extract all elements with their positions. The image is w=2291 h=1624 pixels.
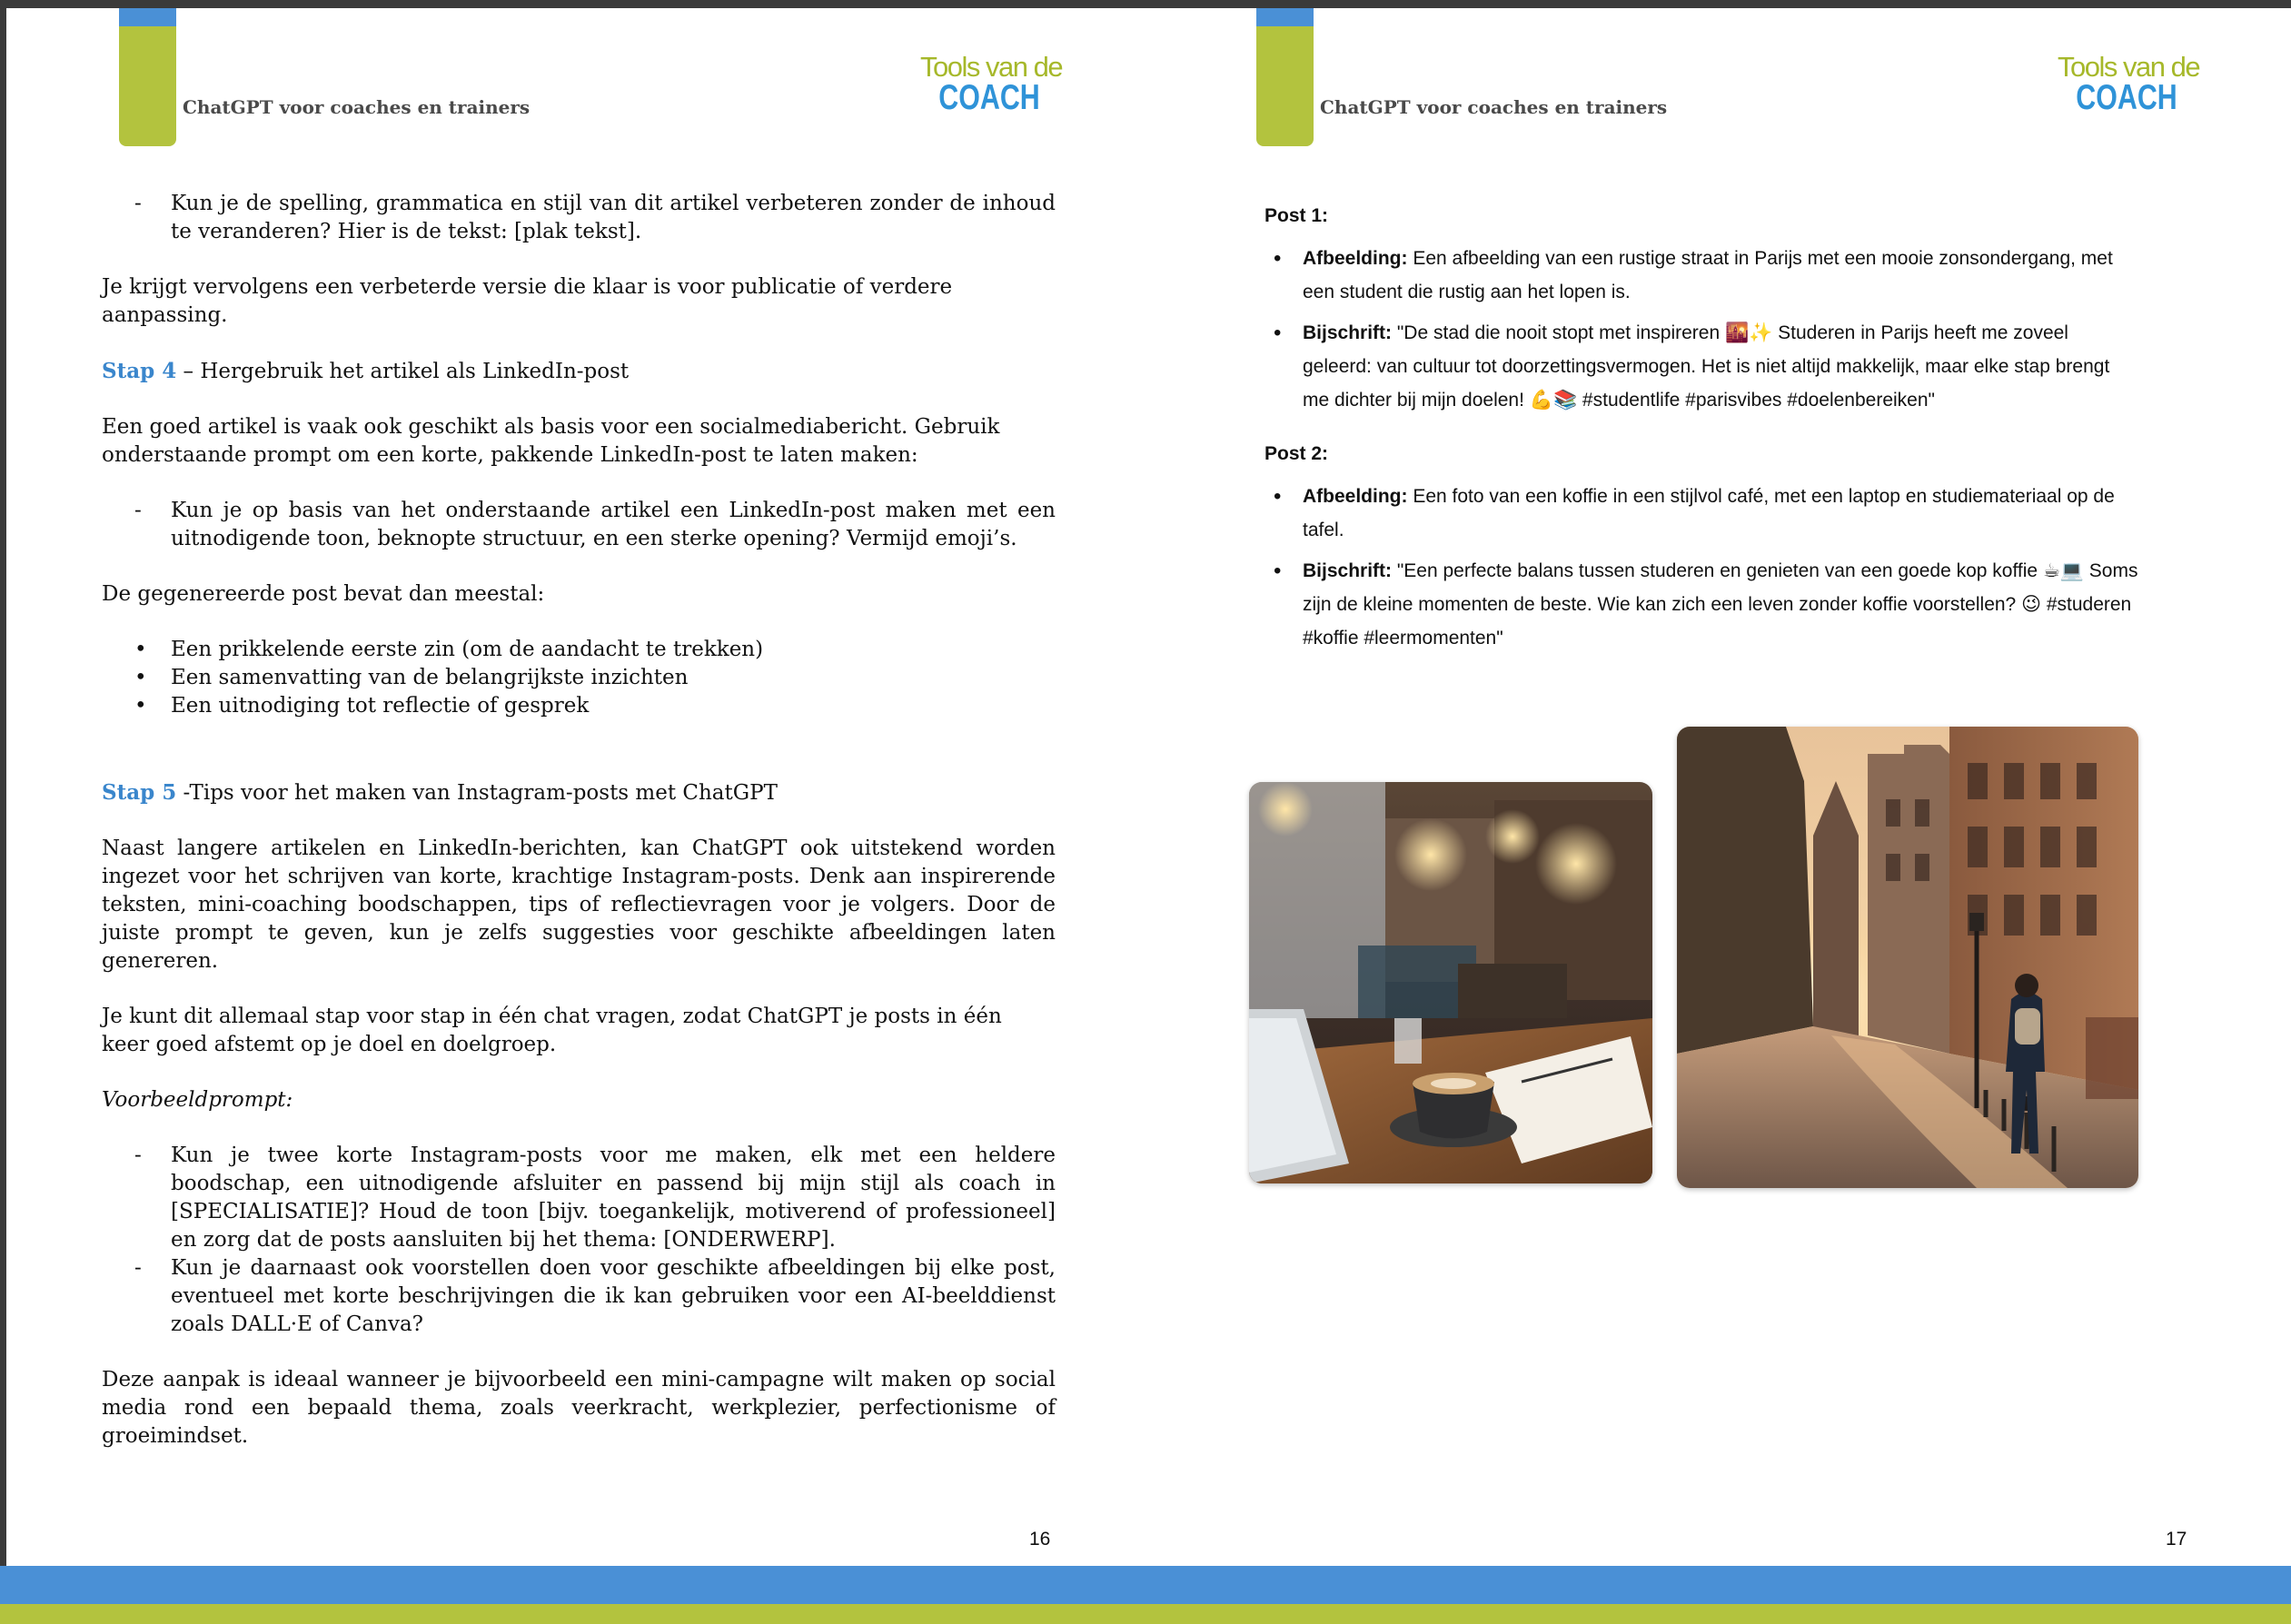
paragraph: Deze aanpak is ideaal wanneer je bijvoorbeeld een mini-campagne wilt maken op social media rond een bepaald thema, zoals veerkracht, werkplezier, perfectionisme of groeimindset. <box>102 1368 1056 1448</box>
tools-van-de-coach-logo <box>920 51 1063 117</box>
page-number: 16 <box>1029 1529 1051 1550</box>
header-tab-accent <box>119 8 176 26</box>
prompt-list-2 <box>102 497 1056 553</box>
paragraph: De gegenereerde post bevat dan meestal: <box>102 582 545 606</box>
step-5-label: Stap 5 <box>102 780 177 805</box>
image-label: Afbeelding: <box>1303 486 1408 507</box>
muscle-books-emoji: 💪📚 <box>1529 389 1578 411</box>
caption-text: Studeren in Parijs heeft me zoveel geleerd: van cultuur tot doorzettingsvermogen. Het is niet altijd makkelijk, maar elke stap brengt me dichter bij mijn doelen! <box>1303 322 2110 411</box>
header-tab <box>1256 8 1314 146</box>
list-item: • Een samenvatting van de belangrijkste inzichten <box>102 664 1056 692</box>
paragraph: Je krijgt vervolgens een verbeterde versie die klaar is voor publicatie of verdere aanpassing. <box>102 275 953 327</box>
left-page-content <box>102 190 1056 1478</box>
logo-top-text: Tools van de <box>920 51 1063 83</box>
logo-bottom-text: COACH <box>938 78 1040 117</box>
post-image-description <box>1265 480 2141 547</box>
page-16 <box>6 8 1144 1624</box>
image-label: Afbeelding: <box>1303 248 1408 269</box>
street-illustration <box>1677 727 2138 1188</box>
caption-hashtags: #studentlife #parisvibes #doelenbereiken" <box>1577 390 1935 411</box>
paragraph: Naast langere artikelen en LinkedIn-berichten, kan ChatGPT ook uitstekend worden ingezet voor het schrijven van korte, krachtige Instagram-posts. Denk aan inspirerende teksten, mini-coaching boodschappen, tips of reflectievragen voor je volgers. Door de juiste prompt te geven, kun je zelfs suggesties voor geschikte afbeeldingen laten genereren. <box>102 837 1056 973</box>
post-caption <box>1265 316 2141 417</box>
logo-top-text: Tools van de <box>2058 51 2200 83</box>
page-17 <box>1144 8 2291 1624</box>
footer-green-band <box>0 1604 2291 1624</box>
header-title: ChatGPT voor coaches en trainers <box>183 96 531 118</box>
cafe-coffee-photo <box>1249 782 1652 1183</box>
caption-label: Bijschrift: <box>1303 560 1393 581</box>
header-title: ChatGPT voor coaches en trainers <box>1320 96 1668 118</box>
tools-van-de-coach-logo <box>2058 51 2200 117</box>
post-details <box>1265 480 2141 655</box>
prompt-list-1 <box>102 190 1056 246</box>
coffee-laptop-emoji: ☕💻 <box>2042 559 2084 581</box>
wink-emoji: 😉 <box>2021 593 2041 615</box>
list-item: • Een prikkelende eerste zin (om de aandacht te trekken) <box>102 636 1056 664</box>
caption-hashtags: #studeren #koffie #leermomenten" <box>1303 594 2132 649</box>
paragraph: Je kunt dit allemaal stap voor stap in één chat vragen, zodat ChatGPT je posts in één keer goed afstemt op je doel en doelgroep. <box>102 1005 1002 1056</box>
header-tab <box>119 8 176 146</box>
cafe-illustration <box>1249 782 1652 1183</box>
post-title: Post 1: <box>1265 205 1329 226</box>
post-1 <box>1265 199 2141 417</box>
post-details <box>1265 242 2141 417</box>
paris-street-photo <box>1677 727 2138 1188</box>
example-label: Voorbeeldprompt: <box>102 1088 293 1112</box>
caption-text: "Een perfecte balans tussen studeren en genieten van een goede kop koffie <box>1392 560 2043 581</box>
step-5-title: -Tips voor het maken van Instagram-posts met ChatGPT <box>176 781 778 805</box>
caption-text: Soms zijn de kleine momenten de beste. Wie kan zich een leven zonder koffie voorstellen? <box>1303 560 2138 615</box>
page-number: 17 <box>2166 1529 2187 1550</box>
step-4-heading <box>102 357 1056 386</box>
post-contents-list <box>102 636 1056 720</box>
list-item: • Een uitnodiging tot reflectie of gesprek <box>102 692 1056 720</box>
post-title: Post 2: <box>1265 443 1329 464</box>
step-4-title: – Hergebruik het artikel als LinkedIn-post <box>176 360 630 383</box>
post-image-description <box>1265 242 2141 309</box>
post-caption <box>1265 554 2141 655</box>
step-4-label: Stap 4 <box>102 359 177 383</box>
sunset-sparkle-emoji: 🌇✨ <box>1725 322 1773 343</box>
prompt-item: - Kun je de spelling, grammatica en stijl van dit artikel verbeteren zonder de inhoud te veranderen? Hier is de tekst: [plak tekst]. <box>102 190 1056 246</box>
logo-bottom-text: COACH <box>2076 78 2177 117</box>
prompt-list-3 <box>102 1142 1056 1339</box>
step-5-heading <box>102 778 1056 807</box>
footer-blue-band <box>0 1566 2291 1604</box>
right-page-content <box>1265 199 2141 675</box>
post-2 <box>1265 437 2141 655</box>
image-text: Een afbeelding van een rustige straat in Parijs met een mooie zonsondergang, met een student die rustig aan het lopen is. <box>1303 248 2113 302</box>
prompt-item: - Kun je twee korte Instagram-posts voor me maken, elk met een heldere boodschap, een uitnodigende afsluiter en passend bij mijn stijl als coach in [SPECIALISATIE]? Houd de toon [bijv. toegankelijk, motiverend of professioneel] en zorg dat de posts aansluiten bij het thema: [ONDERWERP]. <box>102 1142 1056 1254</box>
image-text: Een foto van een koffie in een stijlvol café, met een laptop en studiemateriaal op de tafel. <box>1303 486 2115 540</box>
paragraph: Een goed artikel is vaak ook geschikt als basis voor een socialmediabericht. Gebruik onderstaande prompt om een korte, pakkende LinkedIn-post te laten maken: <box>102 415 1000 467</box>
caption-label: Bijschrift: <box>1303 322 1393 343</box>
prompt-item: - Kun je daarnaast ook voorstellen doen voor geschikte afbeeldingen bij elke post, eventueel met korte beschrijvingen die ik kan gebruiken voor een AI-beelddienst zoals DALL·E of Canva? <box>102 1254 1056 1339</box>
prompt-item: - Kun je op basis van het onderstaande artikel een LinkedIn-post maken met een uitnodigende toon, beknopte structuur, en een sterke opening? Vermijd emoji’s. <box>102 497 1056 553</box>
header-tab-accent <box>1256 8 1314 26</box>
caption-text: "De stad die nooit stopt met inspireren <box>1392 322 1725 343</box>
